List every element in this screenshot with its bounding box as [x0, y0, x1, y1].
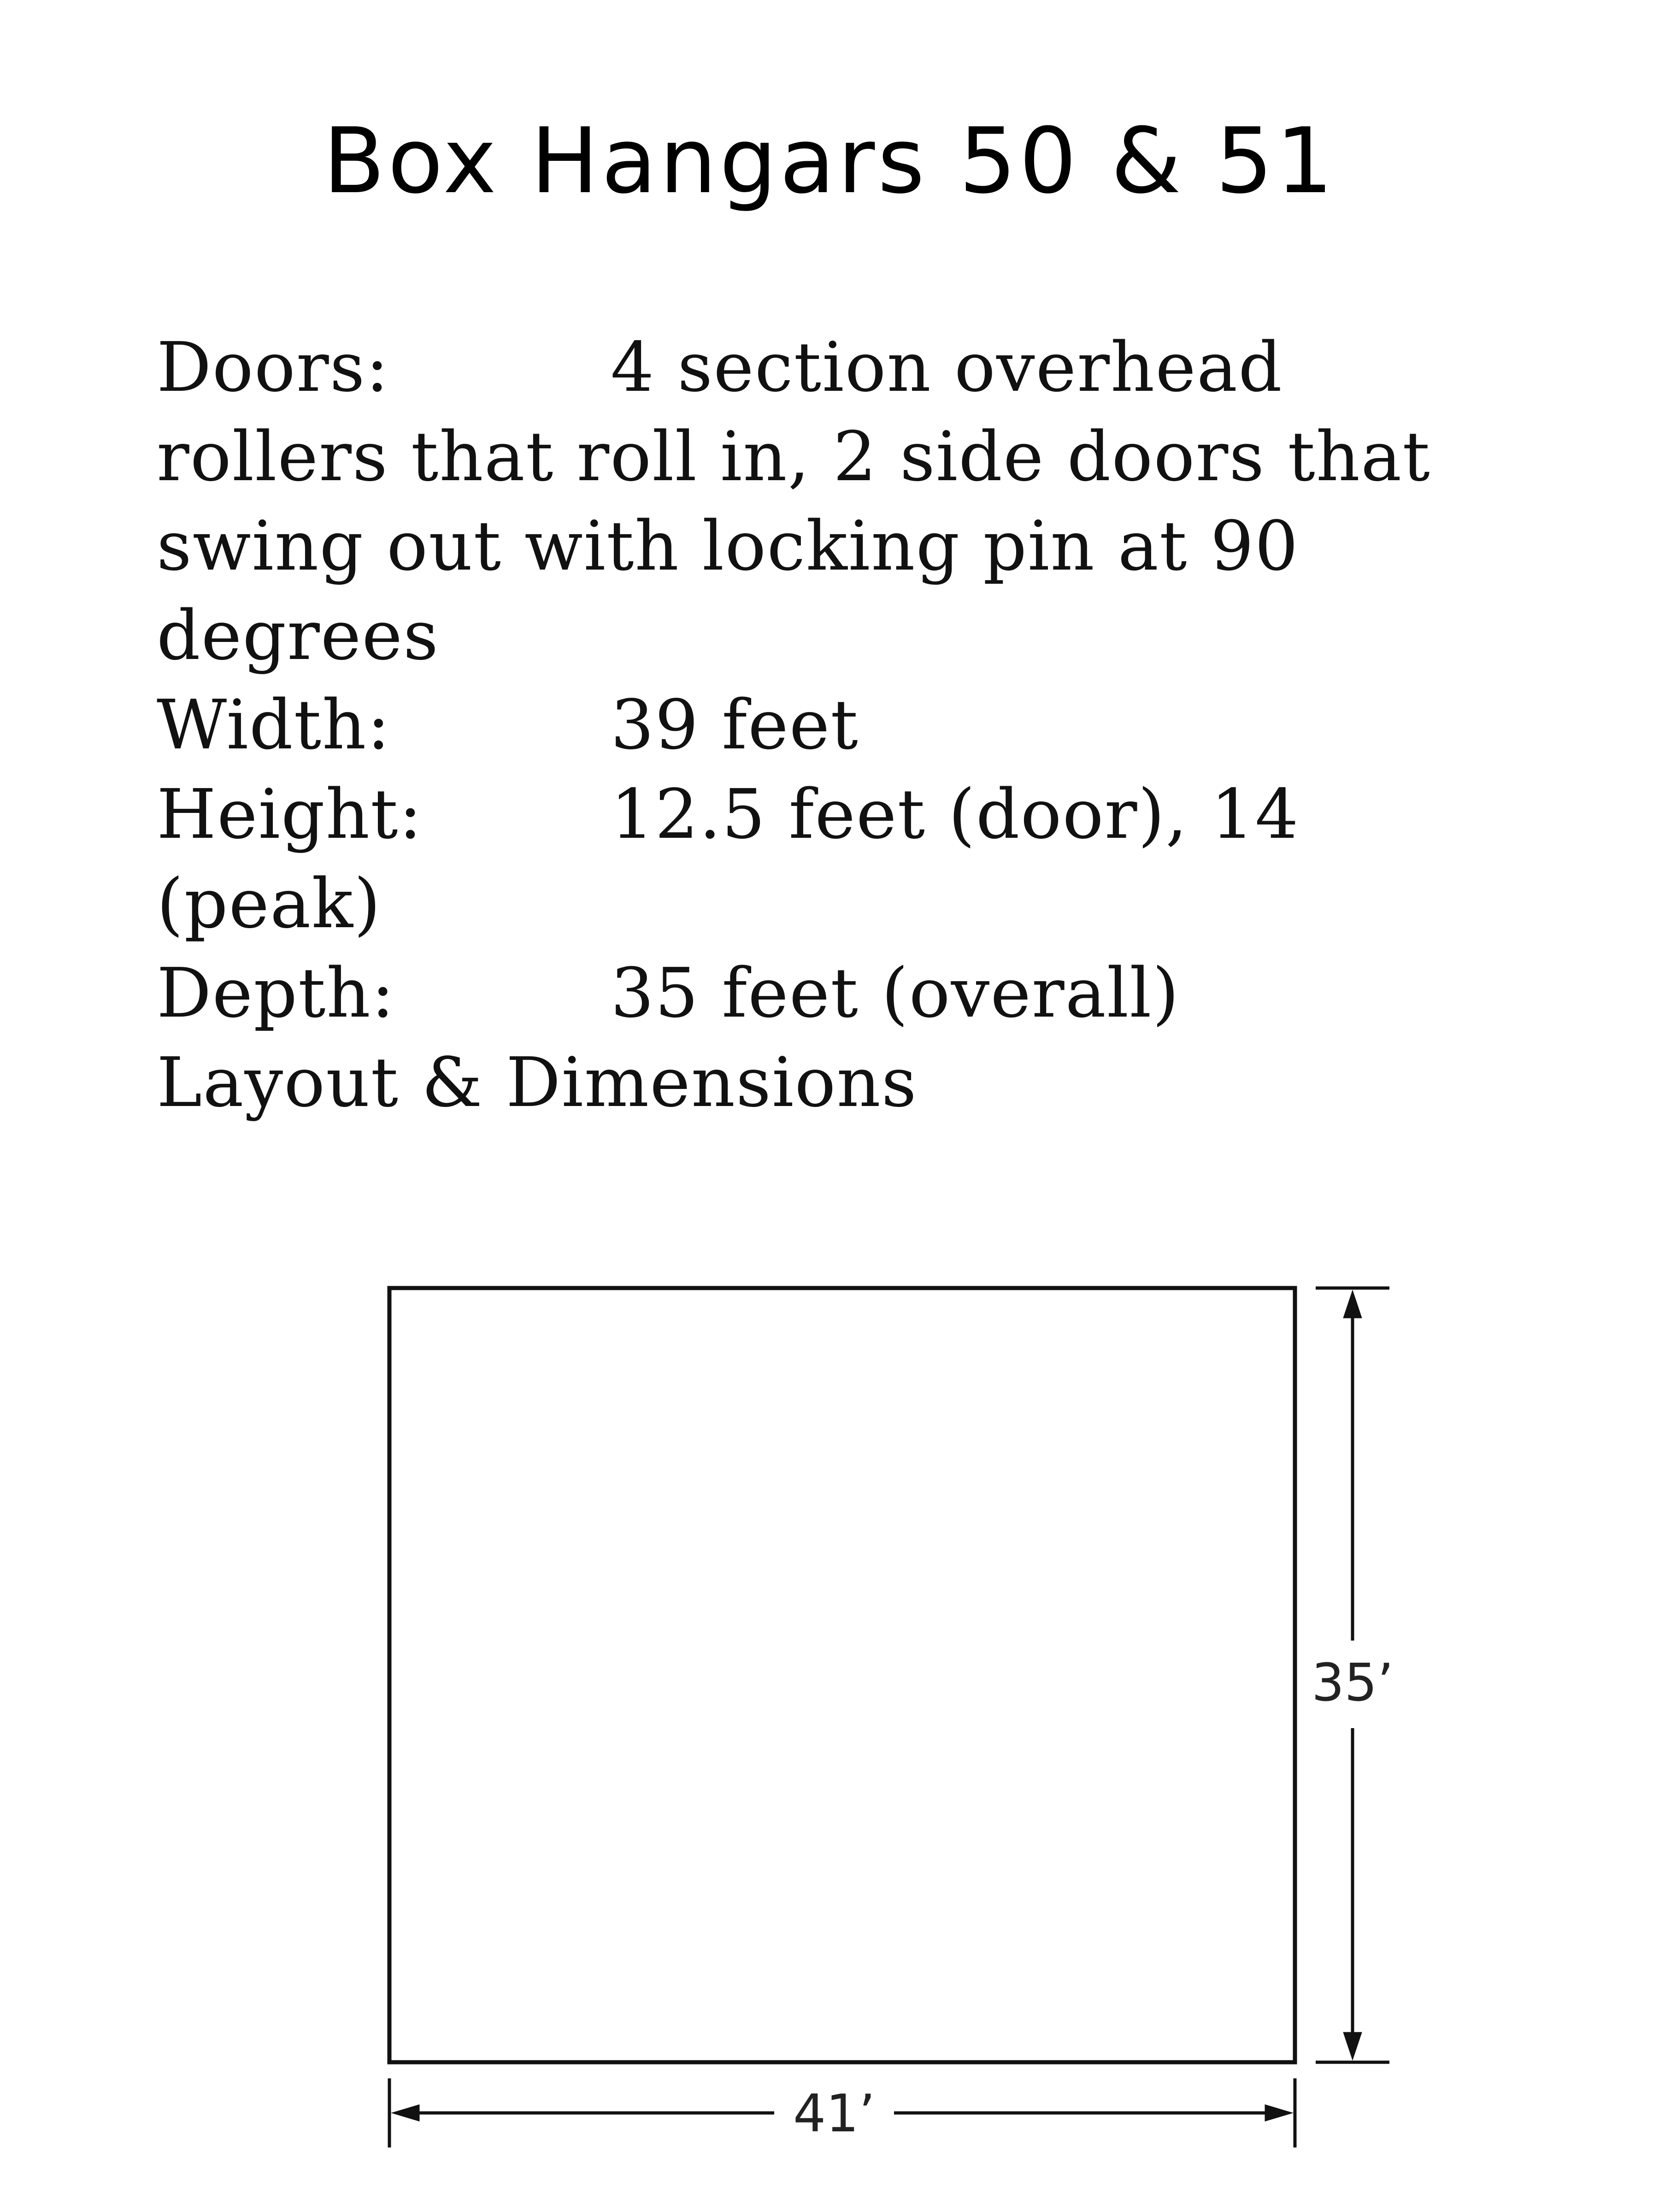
width-value: 39 feet [611, 685, 859, 765]
height-label: Height: [157, 775, 423, 854]
doors-value-line-1: 4 section overhead [611, 328, 1283, 407]
doors-value-line-2: rollers that roll in, 2 side doors that [157, 417, 1431, 496]
depth-dimension-label: 35’ [1311, 1653, 1394, 1713]
layout-heading: Layout & Dimensions [157, 1043, 918, 1122]
width-label: Width: [157, 685, 391, 765]
depth-value: 35 feet (overall) [611, 953, 1180, 1033]
doors-label: Doors: [157, 328, 390, 407]
doors-value-line-4: degrees [157, 596, 439, 675]
page-title: Box Hangars 50 & 51 [323, 109, 1336, 214]
doors-value-line-3: swing out with locking pin at 90 [157, 506, 1299, 586]
height-value-line-2: (peak) [157, 864, 382, 943]
height-value-line-1: 12.5 feet (door), 14 [611, 775, 1300, 854]
hangar-outline [389, 1288, 1295, 2062]
width-dimension-label: 41’ [793, 2084, 876, 2144]
depth-label: Depth: [157, 953, 395, 1033]
